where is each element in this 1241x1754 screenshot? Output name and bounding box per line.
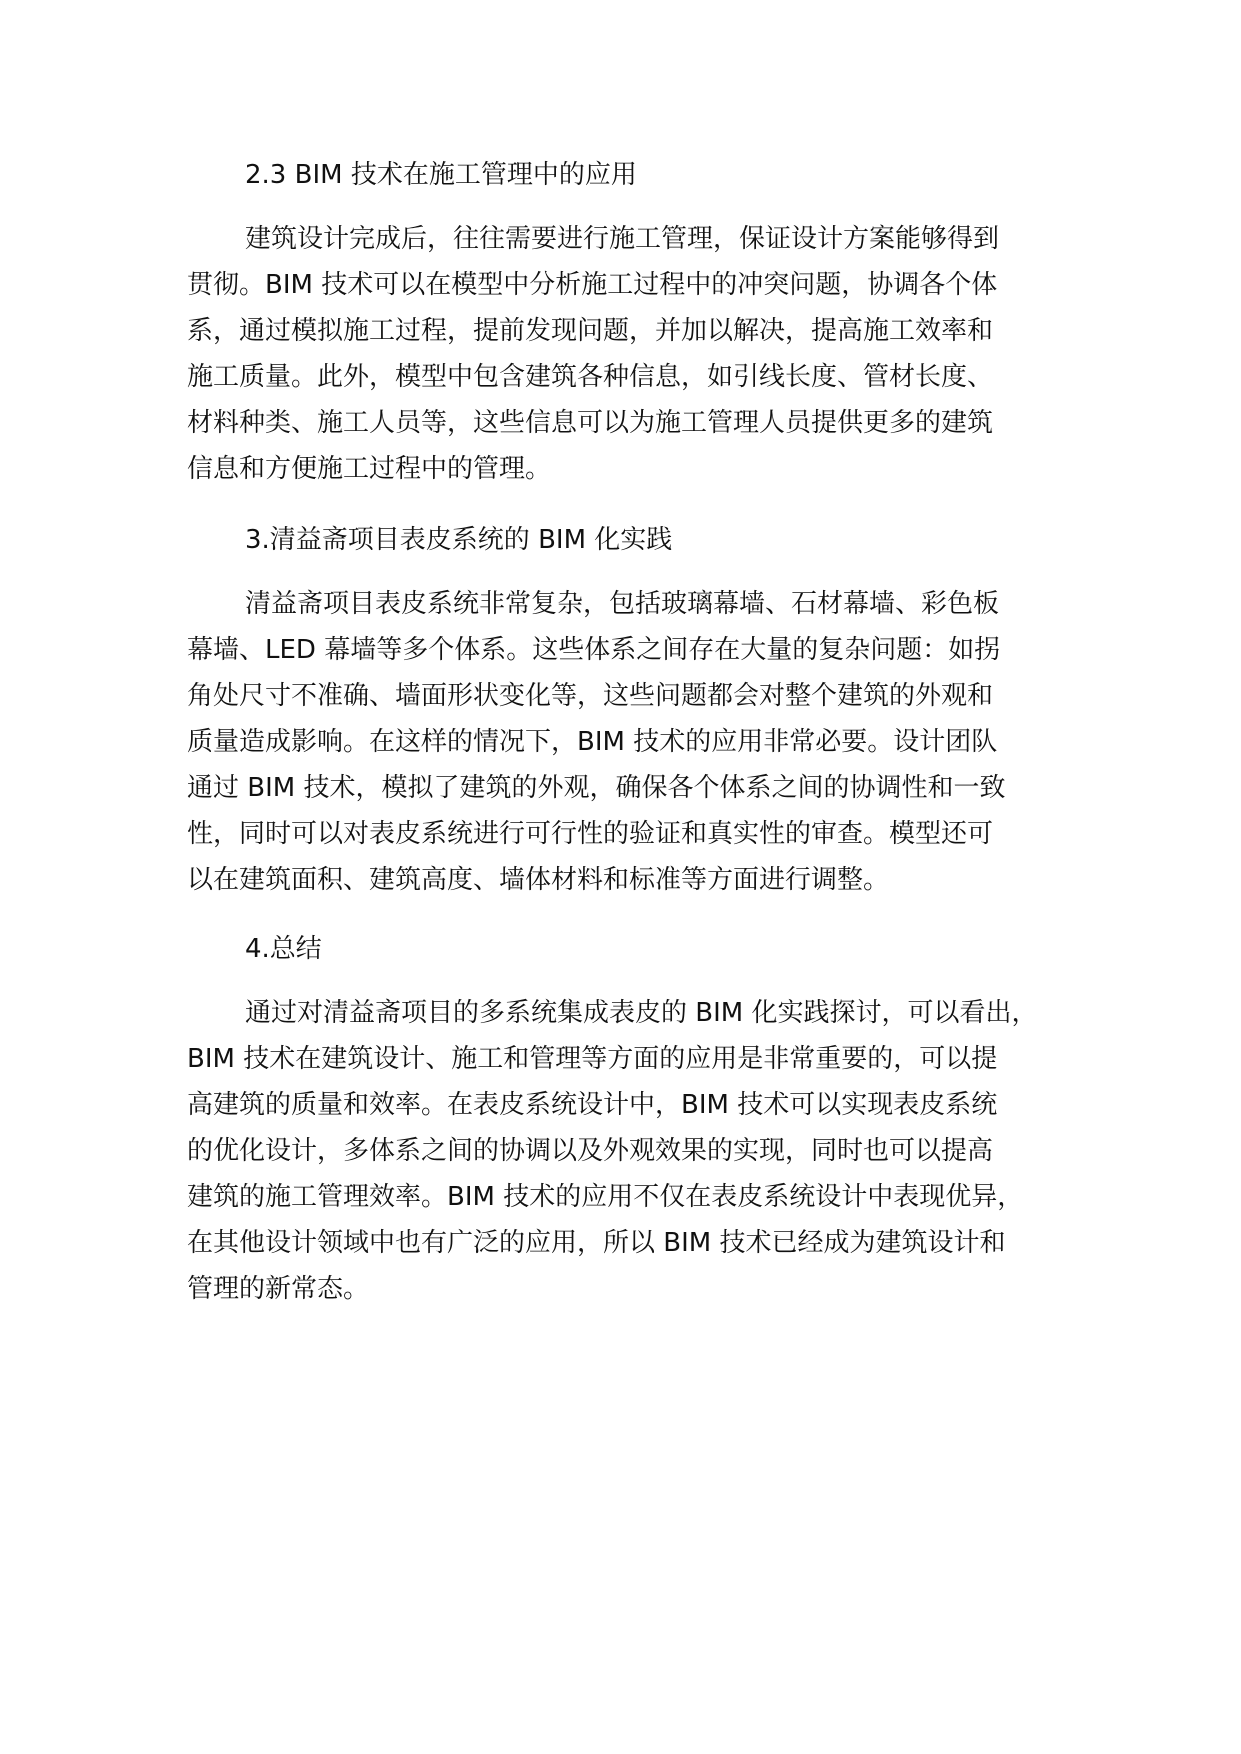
paragraph-line: 建筑的施工管理效率。BIM 技术的应用不仅在表皮系统设计中表现优异，: [187, 1182, 1024, 1212]
paragraph-line: 贯彻。BIM 技术可以在模型中分析施工过程中的冲突问题，协调各个体: [187, 270, 998, 300]
paragraph-line: 信息和方便施工过程中的管理。: [187, 454, 552, 484]
paragraph-facade-practice: [187, 581, 1077, 903]
paragraph-line: 角处尺寸不准确、墙面形状变化等，这些问题都会对整个建筑的外观和: [187, 681, 994, 711]
paragraph-line: 建筑设计完成后，往往需要进行施工管理，保证设计方案能够得到: [245, 224, 1000, 254]
paragraph-line: 高建筑的质量和效率。在表皮系统设计中，BIM 技术可以实现表皮系统: [187, 1090, 998, 1120]
section-heading-2-3: 2.3 BIM 技术在施工管理中的应用: [245, 160, 637, 190]
paragraph-construction-management: [187, 216, 1077, 492]
paragraph-line: 以在建筑面积、建筑高度、墙体材料和标准等方面进行调整。: [187, 865, 890, 895]
section-heading-3: 3.清益斋项目表皮系统的 BIM 化实践: [245, 525, 673, 555]
paragraph-line: 质量造成影响。在这样的情况下，BIM 技术的应用非常必要。设计团队: [187, 727, 998, 757]
paragraph-line: 通过 BIM 技术，模拟了建筑的外观，确保各个体系之间的协调性和一致: [187, 773, 1006, 803]
paragraph-line: 系，通过模拟施工过程，提前发现问题，并加以解决，提高施工效率和: [187, 316, 994, 346]
paragraph-line: 在其他设计领域中也有广泛的应用，所以 BIM 技术已经成为建筑设计和: [187, 1228, 1006, 1258]
paragraph-line: 材料种类、施工人员等，这些信息可以为施工管理人员提供更多的建筑: [187, 408, 994, 438]
section-heading-4: 4.总结: [245, 934, 322, 964]
paragraph-line: BIM 技术在建筑设计、施工和管理等方面的应用是非常重要的，可以提: [187, 1044, 998, 1074]
paragraph-line: 通过对清益斋项目的多系统集成表皮的 BIM 化实践探讨，可以看出，: [245, 998, 1038, 1028]
paragraph-line: 清益斋项目表皮系统非常复杂，包括玻璃幕墙、石材幕墙、彩色板: [245, 589, 1000, 619]
paragraph-line: 性，同时可以对表皮系统进行可行性的验证和真实性的审查。模型还可: [187, 819, 994, 849]
paragraph-line: 幕墙、LED 幕墙等多个体系。这些体系之间存在大量的复杂问题：如拐: [187, 635, 1001, 665]
paragraph-line: 施工质量。此外，模型中包含建筑各种信息，如引线长度、管材长度、: [187, 362, 994, 392]
paragraph-line: 管理的新常态。: [187, 1274, 370, 1304]
paragraph-line: 的优化设计，多体系之间的协调以及外观效果的实现，同时也可以提高: [187, 1136, 994, 1166]
paragraph-summary: [187, 990, 1077, 1312]
